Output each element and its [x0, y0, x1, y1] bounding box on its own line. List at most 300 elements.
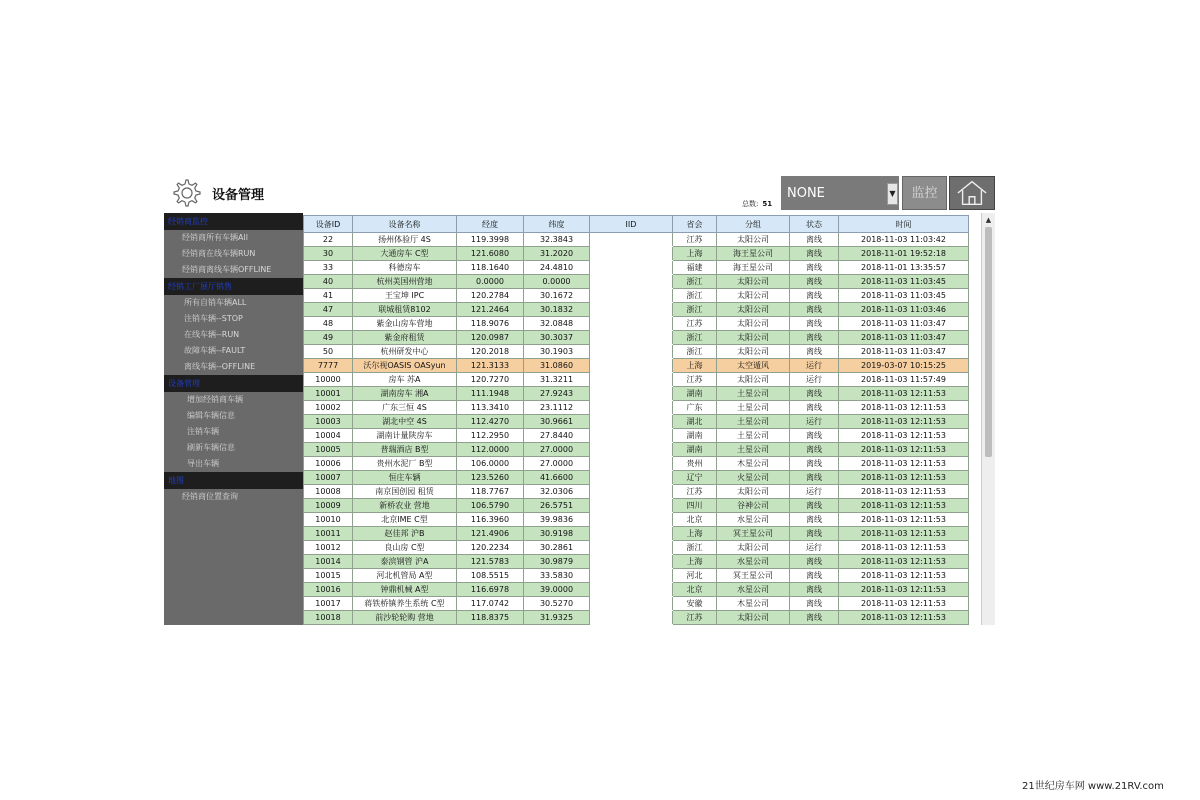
table-cell: 离线	[790, 611, 839, 625]
table-cell: 太阳公司	[717, 485, 790, 499]
table-row[interactable]	[304, 233, 969, 247]
table-cell: 2018-11-03 11:57:49	[839, 373, 969, 387]
table-cell: 23.1112	[524, 401, 590, 415]
table-cell	[590, 541, 673, 555]
table-cell: 27.8440	[524, 429, 590, 443]
table-cell: 117.0742	[457, 597, 524, 611]
table-cell: 广东	[673, 401, 717, 415]
table-cell: 27.0000	[524, 443, 590, 457]
table-row[interactable]	[304, 611, 969, 625]
table-cell: 科德房车	[353, 261, 457, 275]
table-cell: 0.0000	[524, 275, 590, 289]
table-cell: 2018-11-03 12:11:53	[839, 387, 969, 401]
home-icon	[950, 177, 994, 209]
table-cell: 离线	[790, 331, 839, 345]
table-cell	[590, 247, 673, 261]
table-cell: 普瑞酒店 B型	[353, 443, 457, 457]
table-cell: 32.3843	[524, 233, 590, 247]
sidebar	[164, 213, 303, 625]
table-cell: 土星公司	[717, 429, 790, 443]
table-cell	[590, 611, 673, 625]
table-cell: 运行	[790, 373, 839, 387]
table-row[interactable]	[304, 513, 969, 527]
table-cell: 离线	[790, 247, 839, 261]
table-cell: 121.5783	[457, 555, 524, 569]
table-cell	[590, 275, 673, 289]
table-cell	[590, 359, 673, 373]
table-cell: 30.2861	[524, 541, 590, 555]
sidebar-item[interactable]: 增加经销商车辆	[187, 395, 243, 404]
table-cell: 湖南	[673, 429, 717, 443]
table-cell	[590, 317, 673, 331]
table-cell: 10008	[304, 485, 353, 499]
table-cell	[590, 569, 673, 583]
table-cell: 水星公司	[717, 583, 790, 597]
table-cell: 2018-11-03 12:11:53	[839, 457, 969, 471]
table-cell: 离线	[790, 597, 839, 611]
table-cell: 离线	[790, 569, 839, 583]
table-cell: 30.1672	[524, 289, 590, 303]
table-cell: 海王星公司	[717, 247, 790, 261]
table-cell: 湖南计量陕房车	[353, 429, 457, 443]
column-header[interactable]: 设备ID	[304, 216, 353, 233]
table-cell: 北京IME C型	[353, 513, 457, 527]
table-cell: 33.5830	[524, 569, 590, 583]
device-table-container	[303, 213, 996, 625]
table-cell: 浙江	[673, 345, 717, 359]
table-cell: 太阳公司	[717, 611, 790, 625]
table-cell	[590, 499, 673, 513]
total-label: 总数:	[742, 200, 759, 208]
table-cell: 上海	[673, 527, 717, 541]
page-title: 设备管理	[212, 188, 265, 203]
table-cell: 10005	[304, 443, 353, 457]
table-cell: 水星公司	[717, 513, 790, 527]
column-header[interactable]: 分组	[717, 216, 790, 233]
table-cell: 10011	[304, 527, 353, 541]
table-cell: 106.5790	[457, 499, 524, 513]
table-cell: 106.0000	[457, 457, 524, 471]
sidebar-item[interactable]: 编辑车辆信息	[187, 411, 235, 420]
table-cell: 海王星公司	[717, 261, 790, 275]
table-cell: 10017	[304, 597, 353, 611]
table-cell: 39.0000	[524, 583, 590, 597]
table-cell	[590, 457, 673, 471]
table-cell: 48	[304, 317, 353, 331]
table-cell: 7777	[304, 359, 353, 373]
table-cell: 上海	[673, 555, 717, 569]
table-cell: 26.5751	[524, 499, 590, 513]
scrollbar-thumb[interactable]	[985, 227, 992, 457]
table-cell: 四川	[673, 499, 717, 513]
table-cell: 湖南房车 湘A	[353, 387, 457, 401]
table-cell: 赵佳邦 沪B	[353, 527, 457, 541]
table-cell: 上海	[673, 359, 717, 373]
table-row[interactable]	[304, 555, 969, 569]
table-cell: 离线	[790, 555, 839, 569]
table-cell: 2018-11-03 12:11:53	[839, 611, 969, 625]
table-cell: 119.3998	[457, 233, 524, 247]
table-cell: 泰滨钢管 沪A	[353, 555, 457, 569]
table-cell: 2018-11-03 11:03:45	[839, 289, 969, 303]
table-cell: 10003	[304, 415, 353, 429]
table-cell	[590, 303, 673, 317]
table-row[interactable]	[304, 331, 969, 345]
table-cell: 41	[304, 289, 353, 303]
table-cell: 太阳公司	[717, 373, 790, 387]
table-cell	[590, 485, 673, 499]
table-cell: 离线	[790, 289, 839, 303]
table-cell: 120.7270	[457, 373, 524, 387]
column-header[interactable]: 纬度	[524, 216, 590, 233]
table-cell: 111.1948	[457, 387, 524, 401]
table-cell: 离线	[790, 275, 839, 289]
table-cell: 10010	[304, 513, 353, 527]
table-cell: 120.2234	[457, 541, 524, 555]
table-cell: 上海	[673, 247, 717, 261]
sidebar-item[interactable]: 故障车辆--FAULT	[184, 346, 246, 355]
table-row[interactable]	[304, 289, 969, 303]
table-cell: 水星公司	[717, 555, 790, 569]
table-cell: 太阳公司	[717, 331, 790, 345]
table-cell: 离线	[790, 527, 839, 541]
table-cell: 47	[304, 303, 353, 317]
table-cell: 2018-11-03 12:11:53	[839, 443, 969, 457]
table-cell: 离线	[790, 401, 839, 415]
header-bar	[164, 175, 996, 213]
table-cell: 离线	[790, 387, 839, 401]
table-row[interactable]	[304, 387, 969, 401]
table-cell: 太阳公司	[717, 275, 790, 289]
table-cell: 江苏	[673, 485, 717, 499]
table-cell: 10004	[304, 429, 353, 443]
table-cell: 2018-11-03 12:11:53	[839, 555, 969, 569]
table-row[interactable]	[304, 569, 969, 583]
table-cell: 112.0000	[457, 443, 524, 457]
group-select[interactable]: NONE	[781, 176, 899, 210]
table-cell: 太阳公司	[717, 541, 790, 555]
table-cell: 32.0306	[524, 485, 590, 499]
total-count	[742, 199, 772, 209]
table-cell: 2018-11-03 12:11:53	[839, 429, 969, 443]
table-row[interactable]	[304, 359, 969, 373]
table-cell: 扬州体验厅 4S	[353, 233, 457, 247]
table-cell: 123.5260	[457, 471, 524, 485]
table-cell	[590, 513, 673, 527]
table-cell: 2018-11-03 12:11:53	[839, 471, 969, 485]
table-cell: 2018-11-03 12:11:53	[839, 597, 969, 611]
table-cell	[590, 527, 673, 541]
table-cell: 30.5270	[524, 597, 590, 611]
vertical-scrollbar[interactable]	[981, 213, 995, 625]
column-header[interactable]: 时间	[839, 216, 969, 233]
table-cell: 2019-03-07 10:15:25	[839, 359, 969, 373]
table-cell: 离线	[790, 345, 839, 359]
table-cell: 江苏	[673, 233, 717, 247]
table-cell: 2018-11-01 19:52:18	[839, 247, 969, 261]
sidebar-item[interactable]: 注销车辆	[187, 427, 219, 436]
table-row[interactable]	[304, 401, 969, 415]
table-cell: 浙江	[673, 303, 717, 317]
table-cell: 运行	[790, 359, 839, 373]
table-cell	[590, 373, 673, 387]
table-cell	[590, 415, 673, 429]
table-cell: 118.1640	[457, 261, 524, 275]
table-cell: 浙江	[673, 541, 717, 555]
table-cell: 31.2020	[524, 247, 590, 261]
table-cell: 离线	[790, 233, 839, 247]
table-row[interactable]	[304, 429, 969, 443]
column-header[interactable]: 省会	[673, 216, 717, 233]
table-cell: 31.9325	[524, 611, 590, 625]
table-cell	[590, 387, 673, 401]
table-cell: 31.0860	[524, 359, 590, 373]
gear-icon[interactable]	[169, 176, 203, 210]
table-cell: 土星公司	[717, 415, 790, 429]
table-cell: 蒋铁桥镇养生系统 C型	[353, 597, 457, 611]
table-cell: 40	[304, 275, 353, 289]
table-cell: 北京	[673, 513, 717, 527]
table-cell: 10006	[304, 457, 353, 471]
table-cell: 2018-11-03 11:03:46	[839, 303, 969, 317]
table-cell: 30	[304, 247, 353, 261]
table-cell: 22	[304, 233, 353, 247]
table-cell: 江苏	[673, 373, 717, 387]
sidebar-item[interactable]: 注销车辆--STOP	[184, 314, 243, 323]
footer-watermark: 21世纪房车网 www.21RV.com	[1022, 781, 1164, 792]
sidebar-item[interactable]: 离线车辆--OFFLINE	[184, 362, 256, 371]
table-cell: 运行	[790, 415, 839, 429]
table-row[interactable]	[304, 373, 969, 387]
table-cell: 10016	[304, 583, 353, 597]
table-cell: 安徽	[673, 597, 717, 611]
table-cell: 39.9836	[524, 513, 590, 527]
table-cell: 112.4270	[457, 415, 524, 429]
table-cell: 离线	[790, 261, 839, 275]
table-cell: 118.9076	[457, 317, 524, 331]
table-cell: 南京国创园 租赁	[353, 485, 457, 499]
table-cell: 火星公司	[717, 471, 790, 485]
table-cell: 10007	[304, 471, 353, 485]
device-management-window	[164, 175, 996, 625]
table-row[interactable]	[304, 583, 969, 597]
table-cell: 浙江	[673, 289, 717, 303]
table-cell: 大通房车 C型	[353, 247, 457, 261]
table-cell: 木星公司	[717, 457, 790, 471]
table-cell: 贵州	[673, 457, 717, 471]
table-cell: 27.9243	[524, 387, 590, 401]
table-cell	[590, 429, 673, 443]
table-row[interactable]	[304, 415, 969, 429]
sidebar-item[interactable]: 经销商在线车辆RUN	[182, 249, 256, 258]
table-cell: 118.8375	[457, 611, 524, 625]
table-cell: 运行	[790, 541, 839, 555]
chevron-down-icon[interactable]: ▼	[887, 183, 898, 205]
table-cell: 太空遁风	[717, 359, 790, 373]
sidebar-item[interactable]: 在线车辆--RUN	[184, 330, 240, 339]
table-row[interactable]	[304, 317, 969, 331]
table-cell: 运行	[790, 485, 839, 499]
table-cell: 30.9198	[524, 527, 590, 541]
home-button[interactable]	[949, 176, 995, 210]
table-cell: 10000	[304, 373, 353, 387]
table-cell: 福建	[673, 261, 717, 275]
table-row[interactable]	[304, 247, 969, 261]
table-cell: 太阳公司	[717, 345, 790, 359]
table-cell: 108.5515	[457, 569, 524, 583]
column-header[interactable]: IID	[590, 216, 673, 233]
table-cell: 27.0000	[524, 457, 590, 471]
table-cell: 2018-11-03 11:03:47	[839, 317, 969, 331]
table-cell: 江苏	[673, 611, 717, 625]
table-cell: 10009	[304, 499, 353, 513]
table-cell: 冥王星公司	[717, 527, 790, 541]
table-cell: 沃尔视OASIS OASyun	[353, 359, 457, 373]
table-cell	[590, 555, 673, 569]
table-cell: 紫金山房车营地	[353, 317, 457, 331]
table-cell: 离线	[790, 471, 839, 485]
table-cell: 良山房 C型	[353, 541, 457, 555]
table-row[interactable]	[304, 471, 969, 485]
table-cell: 30.1903	[524, 345, 590, 359]
table-cell: 121.6080	[457, 247, 524, 261]
column-header[interactable]: 设备名称	[353, 216, 457, 233]
table-cell: 紫金府租赁	[353, 331, 457, 345]
table-cell: 10018	[304, 611, 353, 625]
table-cell: 2018-11-03 11:03:47	[839, 331, 969, 345]
table-cell: 离线	[790, 457, 839, 471]
table-cell: 离线	[790, 443, 839, 457]
table-cell: 120.2784	[457, 289, 524, 303]
table-row[interactable]	[304, 527, 969, 541]
table-row[interactable]	[304, 303, 969, 317]
table-cell	[590, 471, 673, 485]
table-cell	[590, 261, 673, 275]
table-cell: 24.4810	[524, 261, 590, 275]
table-cell: 房车 苏A	[353, 373, 457, 387]
table-cell: 2018-11-01 13:35:57	[839, 261, 969, 275]
table-row[interactable]	[304, 443, 969, 457]
sidebar-item[interactable]: 经销商所有车辆All	[182, 233, 248, 242]
table-cell: 前沙轮轮购 营地	[353, 611, 457, 625]
table-cell: 2018-11-03 12:11:53	[839, 415, 969, 429]
sidebar-item[interactable]: 经销商离线车辆OFFLINE	[182, 265, 272, 274]
table-cell	[590, 233, 673, 247]
table-cell: 王宝坤 IPC	[353, 289, 457, 303]
table-cell: 辽宁	[673, 471, 717, 485]
table-cell: 土星公司	[717, 387, 790, 401]
table-cell: 贵州水泥厂 B型	[353, 457, 457, 471]
table-cell: 10012	[304, 541, 353, 555]
table-cell: 2018-11-03 12:11:53	[839, 513, 969, 527]
table-cell	[590, 401, 673, 415]
table-cell: 120.0987	[457, 331, 524, 345]
table-cell: 土星公司	[717, 401, 790, 415]
table-row[interactable]	[304, 485, 969, 499]
table-cell: 118.7767	[457, 485, 524, 499]
monitor-button[interactable]: 监控	[902, 176, 947, 210]
table-cell: 30.9879	[524, 555, 590, 569]
column-header[interactable]: 状态	[790, 216, 839, 233]
table-cell	[590, 331, 673, 345]
table-cell: 116.6978	[457, 583, 524, 597]
table-cell: 10015	[304, 569, 353, 583]
table-cell: 30.9661	[524, 415, 590, 429]
table-cell: 太阳公司	[717, 303, 790, 317]
table-cell: 恒庄车辆	[353, 471, 457, 485]
device-table	[303, 215, 969, 625]
table-cell: 河北机管局 A型	[353, 569, 457, 583]
table-cell: 120.2018	[457, 345, 524, 359]
table-cell: 太阳公司	[717, 233, 790, 247]
table-cell: 113.3410	[457, 401, 524, 415]
table-cell: 北京	[673, 583, 717, 597]
table-cell: 41.6600	[524, 471, 590, 485]
table-cell: 土星公司	[717, 443, 790, 457]
table-cell: 太阳公司	[717, 289, 790, 303]
table-cell: 2018-11-03 12:11:53	[839, 485, 969, 499]
column-header[interactable]: 经度	[457, 216, 524, 233]
table-cell: 112.2950	[457, 429, 524, 443]
table-row[interactable]	[304, 541, 969, 555]
table-cell: 浙江	[673, 331, 717, 345]
table-cell: 湖南	[673, 387, 717, 401]
sidebar-section-header[interactable]: 经销工厂展厅销售	[164, 278, 303, 295]
table-cell: 太阳公司	[717, 317, 790, 331]
table-cell: 30.3037	[524, 331, 590, 345]
table-row[interactable]	[304, 345, 969, 359]
table-cell: 49	[304, 331, 353, 345]
table-cell: 10014	[304, 555, 353, 569]
table-cell: 杭州研发中心	[353, 345, 457, 359]
table-row[interactable]	[304, 275, 969, 289]
table-cell: 离线	[790, 499, 839, 513]
sidebar-item[interactable]: 经销商位置查询	[182, 492, 238, 501]
table-row[interactable]	[304, 499, 969, 513]
sidebar-item[interactable]: 导出车辆	[187, 459, 219, 468]
table-cell: 10001	[304, 387, 353, 401]
table-cell: 32.0848	[524, 317, 590, 331]
sidebar-section-header[interactable]: 经销商监控	[164, 213, 303, 230]
table-cell: 江苏	[673, 317, 717, 331]
table-row[interactable]	[304, 457, 969, 471]
table-cell: 31.3211	[524, 373, 590, 387]
sidebar-item[interactable]: 刷新车辆信息	[187, 443, 235, 452]
table-row[interactable]	[304, 597, 969, 611]
scroll-up-icon[interactable]: ▲	[985, 216, 992, 224]
table-cell: 121.3133	[457, 359, 524, 373]
table-cell: 钟鼎机械 A型	[353, 583, 457, 597]
table-cell	[590, 443, 673, 457]
table-cell: 2018-11-03 11:03:47	[839, 345, 969, 359]
table-cell: 2018-11-03 11:03:42	[839, 233, 969, 247]
table-cell: 联城租赁8102	[353, 303, 457, 317]
table-cell: 河北	[673, 569, 717, 583]
table-cell: 谷神公司	[717, 499, 790, 513]
table-cell: 30.1832	[524, 303, 590, 317]
table-cell	[590, 597, 673, 611]
table-row[interactable]	[304, 261, 969, 275]
sidebar-item[interactable]: 所有自销车辆ALL	[184, 298, 247, 307]
table-cell: 冥王星公司	[717, 569, 790, 583]
sidebar-section-header[interactable]: 地图	[164, 472, 303, 489]
table-cell	[590, 289, 673, 303]
table-cell: 50	[304, 345, 353, 359]
total-value: 51	[762, 200, 773, 208]
sidebar-section-header[interactable]: 设备管理	[164, 375, 303, 392]
table-cell: 10002	[304, 401, 353, 415]
table-cell: 121.2464	[457, 303, 524, 317]
